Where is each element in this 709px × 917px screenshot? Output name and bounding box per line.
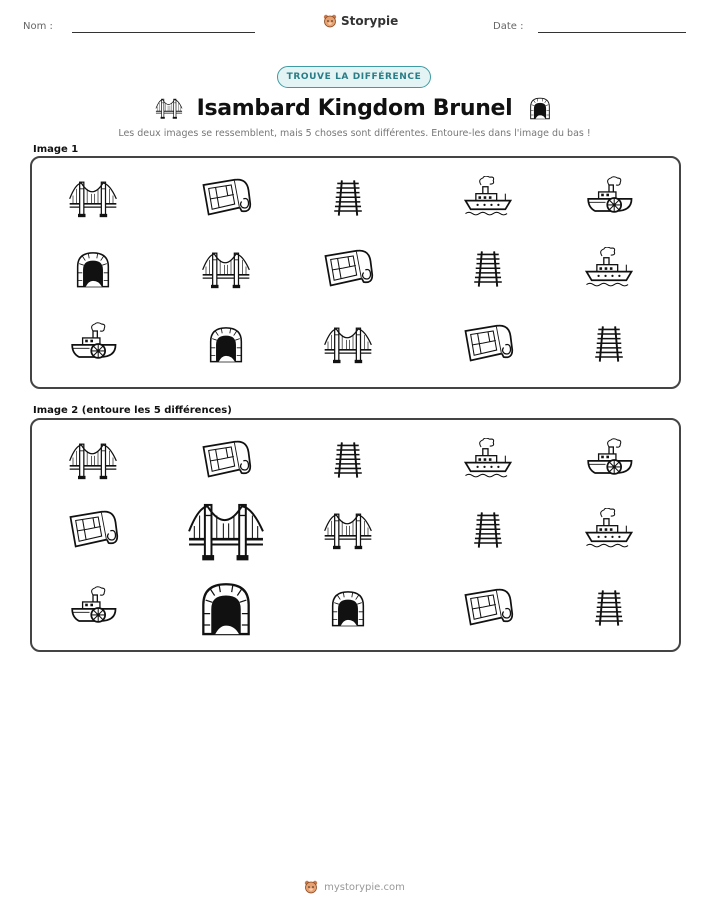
name-label: Nom : [23, 21, 53, 32]
bridge-icon [155, 96, 183, 120]
map-icon [322, 247, 374, 291]
storypie-bear-icon [323, 14, 337, 28]
grid-cell[interactable] [68, 439, 118, 481]
image1-label: Image 1 [33, 144, 79, 155]
steamship-icon [583, 247, 635, 291]
grid-cell [462, 322, 514, 366]
railway-track-icon[interactable] [586, 586, 632, 630]
grid-cell[interactable] [465, 508, 511, 552]
grid-cell[interactable] [67, 508, 119, 552]
steamship-icon[interactable] [462, 438, 514, 482]
storypie-bear-icon [304, 880, 318, 894]
grid-cell[interactable] [186, 497, 266, 563]
grid-cell [203, 323, 249, 365]
steamship-icon [462, 176, 514, 220]
paddle-steamer-icon [583, 176, 635, 220]
paddle-steamer-icon [67, 322, 119, 366]
map-icon [200, 176, 252, 220]
image2-label: Image 2 (entoure les 5 différences) [33, 405, 232, 416]
grid-cell [465, 247, 511, 291]
instructions: Les deux images se ressemblent, mais 5 choses sont différentes. Entoure-les dans l'image du bas ! [118, 128, 591, 139]
grid-cell[interactable] [462, 586, 514, 630]
grid-cell[interactable] [586, 586, 632, 630]
grid-cell[interactable] [325, 438, 371, 482]
grid-cell[interactable] [462, 438, 514, 482]
map-icon[interactable] [462, 586, 514, 630]
grid-cell [322, 247, 374, 291]
bridge-icon[interactable] [68, 439, 118, 481]
brand-name: Storypie [341, 14, 399, 28]
bridge-icon [323, 323, 373, 365]
grid-cell [323, 323, 373, 365]
bridge-icon[interactable] [186, 497, 266, 563]
grid-cell [201, 248, 251, 290]
footer [0, 880, 709, 894]
railway-track-icon[interactable] [465, 508, 511, 552]
bridge-icon [68, 177, 118, 219]
grid-cell[interactable] [583, 438, 635, 482]
grid-cell [200, 176, 252, 220]
railway-track-icon [586, 322, 632, 366]
grid-cell [583, 176, 635, 220]
grid-cell[interactable] [192, 578, 260, 638]
tunnel-icon [526, 95, 554, 121]
tunnel-icon[interactable] [325, 587, 371, 629]
railway-track-icon[interactable] [325, 438, 371, 482]
grid-cell [68, 177, 118, 219]
footer-site: mystorypie.com [324, 881, 405, 893]
grid-cell[interactable] [323, 509, 373, 551]
page-title-row [0, 92, 709, 124]
storypie-logo [323, 14, 398, 28]
tunnel-icon [70, 248, 116, 290]
grid-cell [586, 322, 632, 366]
name-line[interactable] [72, 32, 255, 33]
grid-cell [67, 322, 119, 366]
bridge-icon [201, 248, 251, 290]
tunnel-icon [203, 323, 249, 365]
grid-cell [325, 176, 371, 220]
map-icon [462, 322, 514, 366]
grid-cell [583, 247, 635, 291]
paddle-steamer-icon[interactable] [67, 586, 119, 630]
railway-track-icon [325, 176, 371, 220]
grid-cell [70, 248, 116, 290]
grid-cell[interactable] [583, 508, 635, 552]
activity-badge: TROUVE LA DIFFÉRENCE [277, 66, 431, 88]
bridge-icon[interactable] [323, 509, 373, 551]
map-icon[interactable] [200, 438, 252, 482]
grid-cell[interactable] [200, 438, 252, 482]
paddle-steamer-icon[interactable] [583, 438, 635, 482]
map-icon[interactable] [67, 508, 119, 552]
date-line[interactable] [538, 32, 686, 33]
grid-cell[interactable] [325, 587, 371, 629]
railway-track-icon [465, 247, 511, 291]
steamship-icon[interactable] [583, 508, 635, 552]
page-title: Isambard Kingdom Brunel [196, 95, 513, 121]
grid-cell [462, 176, 514, 220]
tunnel-icon[interactable] [192, 578, 260, 638]
date-label: Date : [493, 21, 524, 32]
grid-cell[interactable] [67, 586, 119, 630]
